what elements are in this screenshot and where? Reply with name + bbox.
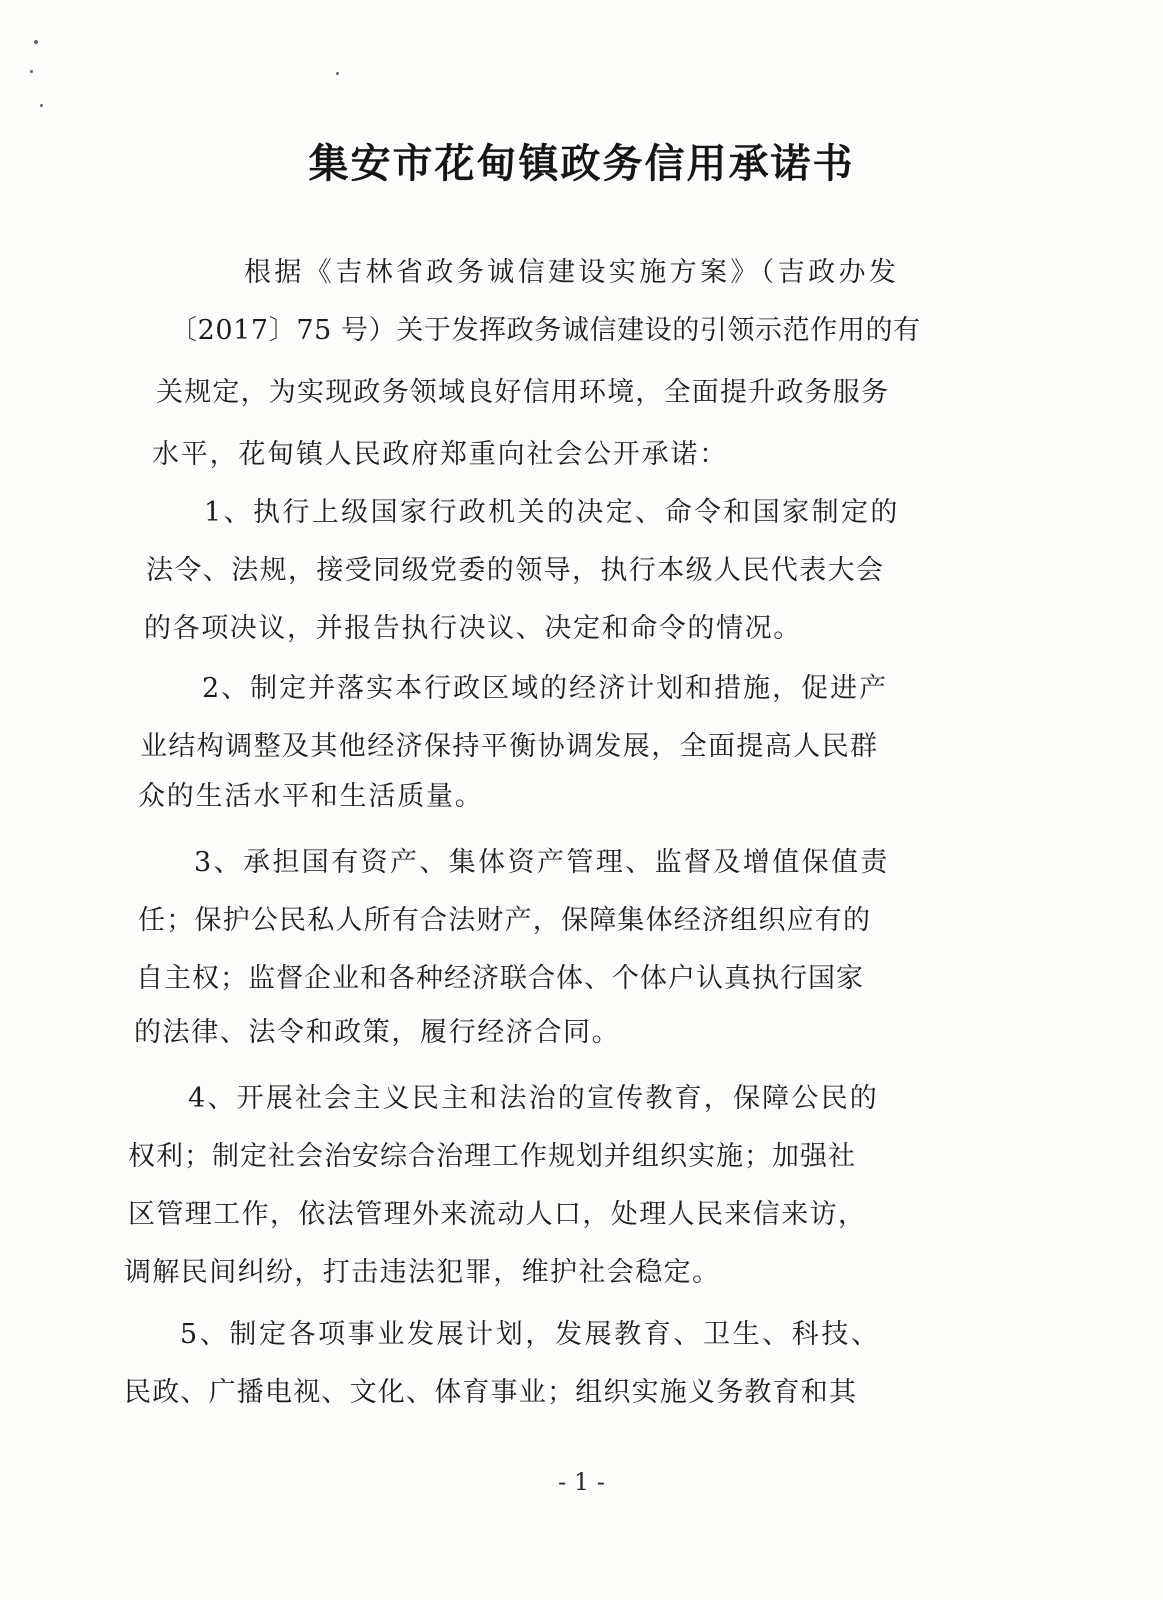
paragraph-item-2-line-2: 业结构调整及其他经济保持平衡协调发展，全面提高人民群	[140, 731, 879, 762]
paragraph-item-3-line-3: 自主权；监督企业和各种经济联合体、个体户认真执行国家	[136, 963, 864, 994]
paragraph-item-1-line-1: 1、执行上级国家行政机关的决定、命令和国家制定的	[204, 497, 900, 528]
paragraph-item-3-line-4: 的法律、法令和政策，履行经济合同。	[134, 1017, 621, 1048]
paragraph-item-1-line-2: 法令、法规，接受同级党委的领导，执行本级人民代表大会	[146, 555, 885, 586]
page-number: - 1 -	[558, 1468, 605, 1496]
document-title: 集安市花甸镇政务信用承诺书	[308, 141, 855, 187]
paragraph-intro-line-3: 关规定，为实现政务领域良好信用环境，全面提升政务服务	[156, 377, 890, 408]
paragraph-item-4-line-4: 调解民间纠纷，打击违法犯罪，维护社会稳定。	[124, 1257, 721, 1288]
paragraph-item-2-line-1: 2、制定并落实本行政区域的经济计划和措施，促进产	[202, 673, 889, 704]
scan-speck	[30, 70, 33, 73]
paragraph-item-4-line-1: 4、开展社会主义民主和法治的宣传教育，保障公民的	[188, 1083, 879, 1114]
scan-speck	[336, 72, 339, 75]
paragraph-item-1-line-3: 的各项决议，并报告执行决议、决定和命令的情况。	[144, 613, 802, 644]
paragraph-item-4-line-3: 区管理工作，依法管理外来流动人口，处理人民来信来访，	[128, 1199, 867, 1230]
paragraph-item-5-line-2: 民政、广播电视、文化、体育事业；组织实施义务教育和其	[124, 1377, 858, 1408]
scan-speck	[34, 40, 38, 44]
paragraph-item-3-line-2: 任；保护公民私人所有合法财产，保障集体经济组织应有的	[138, 905, 872, 936]
paragraph-item-2-line-3: 众的生活水平和生活质量。	[138, 781, 484, 812]
paragraph-item-4-line-2: 权利；制定社会治安综合治理工作规划并组织实施；加强社	[128, 1141, 856, 1172]
paragraph-intro-line-1: 根据《吉林省政务诚信建设实施方案》（吉政办发	[244, 257, 900, 288]
paragraph-intro-line-4: 水平，花甸镇人民政府郑重向社会公开承诺：	[152, 439, 728, 470]
paragraph-item-3-line-1: 3、承担国有资产、集体资产管理、监督及增值保值责	[194, 847, 890, 878]
scan-speck	[40, 104, 43, 107]
paragraph-intro-line-2: 〔2017〕75 号）关于发挥政务诚信建设的引领示范作用的有	[170, 315, 921, 346]
paragraph-item-5-line-1: 5、制定各项事业发展计划，发展教育、卫生、科技、	[180, 1319, 881, 1350]
